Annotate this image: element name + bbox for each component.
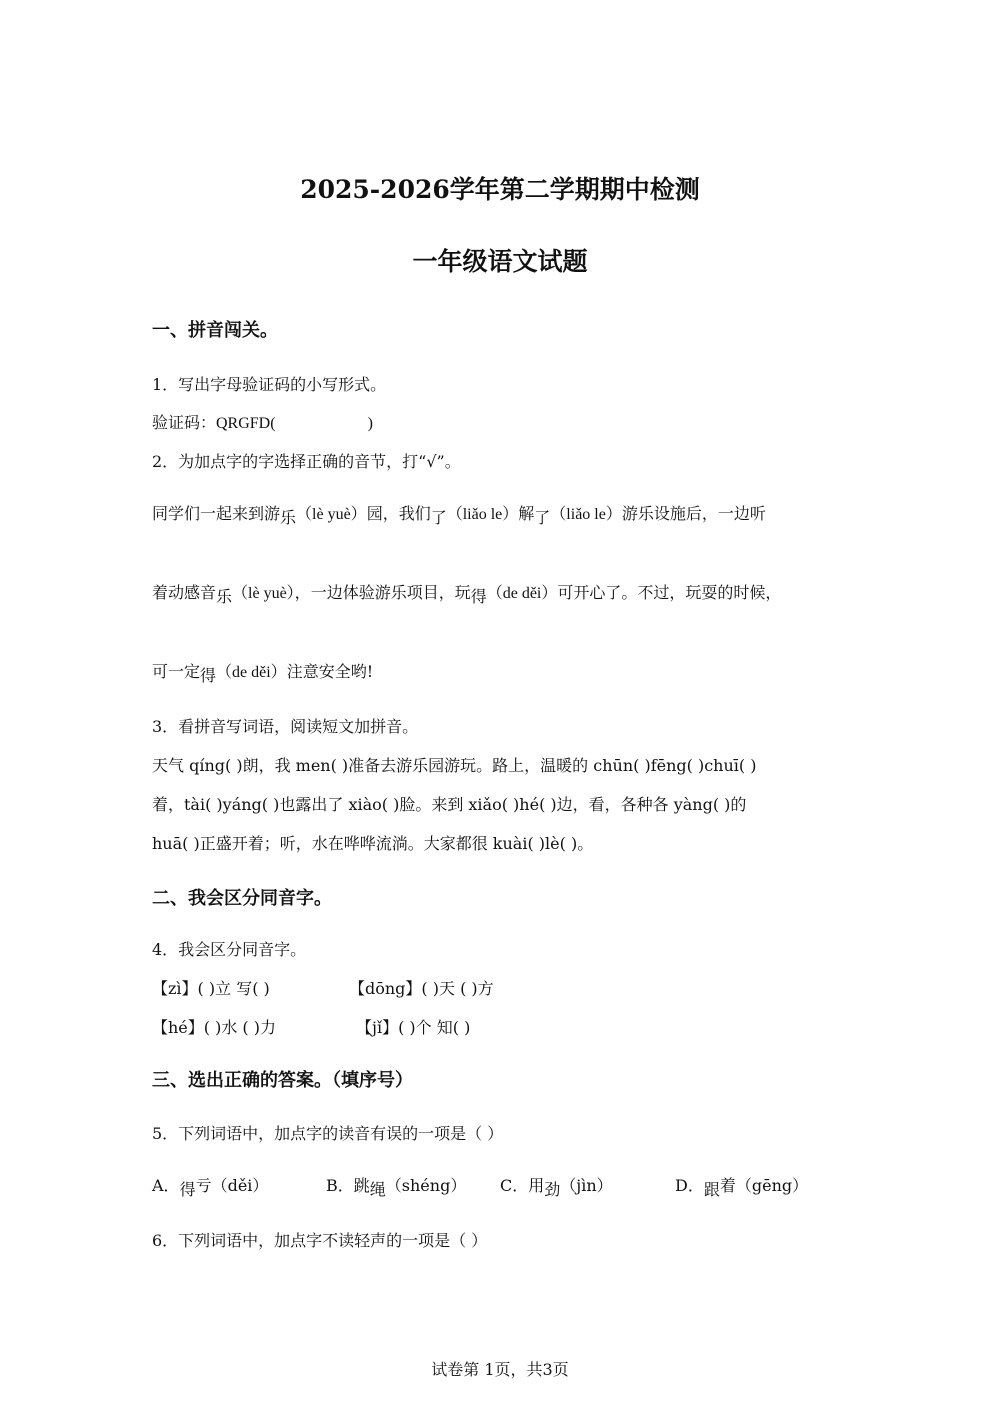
q2-l3-text-b: 注意安全哟! — [286, 662, 374, 681]
q5-d-rest: 着（gēng） — [719, 1176, 809, 1195]
q1-stem: 1．写出字母验证码的小写形式。 — [152, 375, 387, 394]
q2-l1-dotted-char-2: 了 — [430, 508, 447, 527]
q5-c-label: C．用 — [500, 1176, 545, 1195]
q1-prefix: 验证码：QRGFD( — [152, 415, 276, 432]
page-footer: 试卷第 1页，共3页 — [431, 1360, 569, 1379]
q5-a-label: A． — [152, 1176, 180, 1195]
q2-line3 — [152, 659, 374, 685]
exam-subtitle: 一年级语文试题 — [412, 247, 588, 276]
section2-heading: 二、我会区分同音字。 — [152, 888, 332, 909]
q3-stem: 3．看拼音写词语，阅读短文加拼音。 — [152, 717, 419, 736]
q2-l2-text-c: 可开心了。不过，玩耍的时候， — [557, 583, 782, 602]
q4-stem: 4．我会区分同音字。 — [152, 940, 307, 959]
q2-l1-pinyin-3[interactable]: （liǎo le） — [550, 506, 622, 523]
q5-a-rest: 亏（děi） — [195, 1176, 269, 1195]
q2-l3-pinyin-1[interactable]: （de děi） — [216, 664, 287, 681]
q5-a-dotted-char: 得 — [179, 1180, 196, 1199]
q2-line1 — [152, 501, 766, 527]
q2-l1-text-e: 游乐设施后，一边听 — [621, 504, 766, 523]
q2-stem: 2．为加点字的字选择正确的音节，打“√”。 — [152, 452, 461, 471]
q2-l2-pinyin-1[interactable]: （lè yuè）， — [232, 585, 311, 602]
q5-option-a[interactable] — [152, 1173, 269, 1199]
q3-passage-line1[interactable]: 天气 qíng( )朗，我 men( )准备去游乐园游玩。路上，温暖的 chūn( )fēng( )chuī( ) — [152, 756, 757, 775]
q4-row2-right[interactable]: 【jǐ】( )个 知( ) — [356, 1018, 471, 1037]
q5-b-label: B．跳 — [326, 1176, 370, 1195]
q5-option-d[interactable] — [675, 1173, 809, 1199]
q2-l1-text-b: 园，我们 — [366, 504, 431, 523]
q3-passage-line2[interactable]: 着，tài( )yáng( )也露出了 xiào( )脸。来到 xiǎo( )hé( )边，看，各种各 yàng( )的 — [152, 795, 747, 814]
q6-stem: 6．下列词语中，加点字不读轻声的一项是（ ） — [152, 1231, 488, 1250]
section3-heading: 三、选出正确的答案。（填序号） — [152, 1070, 413, 1091]
q5-d-dotted-char: 跟 — [703, 1180, 720, 1199]
q5-stem: 5．下列词语中，加点字的读音有误的一项是（ ） — [152, 1124, 504, 1143]
q2-l3-text-a: 可一定 — [152, 662, 201, 681]
q1-suffix: ) — [367, 415, 373, 432]
q2-line2 — [152, 580, 782, 606]
q4-row1-right[interactable]: 【dōng】( )天 ( )方 — [349, 979, 494, 998]
q5-c-dotted-char: 劲 — [544, 1180, 561, 1199]
q5-d-label: D． — [675, 1176, 704, 1195]
q5-b-dotted-char: 绳 — [369, 1180, 386, 1199]
q2-l3-dotted-char-1: 得 — [200, 666, 217, 685]
q2-l1-text-a: 同学们一起来到游 — [152, 504, 281, 523]
q5-option-b[interactable] — [326, 1173, 467, 1199]
q2-l1-dotted-char-3: 了 — [534, 508, 551, 527]
q3-passage-line3[interactable]: huā( )正盛开着；听，水在哗哗流淌。大家都很 kuài( )lè( )。 — [152, 834, 594, 853]
q5-option-c[interactable] — [500, 1173, 613, 1199]
exam-title: 2025-2026学年第二学期期中检测 — [300, 175, 700, 204]
q2-l1-pinyin-1[interactable]: （lè yuè） — [296, 506, 367, 523]
q2-l1-text-d: 解 — [518, 504, 535, 523]
q2-l2-pinyin-2[interactable]: （de děi） — [486, 585, 558, 602]
q1-answer-line — [152, 410, 373, 433]
q2-l2-dotted-char-1: 乐 — [216, 587, 233, 606]
q5-c-rest: （jìn） — [560, 1176, 613, 1195]
q2-l1-dotted-char-1: 乐 — [280, 508, 297, 527]
section1-heading: 一、拼音闯关。 — [152, 320, 278, 341]
q5-b-rest: （shéng） — [385, 1176, 467, 1195]
q4-row1-left[interactable]: 【zì】( )立 写( ) — [152, 979, 270, 998]
q2-l2-dotted-char-2: 得 — [470, 587, 487, 606]
q4-row2-left[interactable]: 【hé】( )水 ( )力 — [152, 1018, 277, 1037]
q2-l1-pinyin-2[interactable]: （liǎo le） — [446, 506, 519, 523]
q2-l2-text-a: 着动感音 — [152, 583, 217, 602]
q2-l2-text-b: 一边体验游乐项目，玩 — [310, 583, 471, 602]
